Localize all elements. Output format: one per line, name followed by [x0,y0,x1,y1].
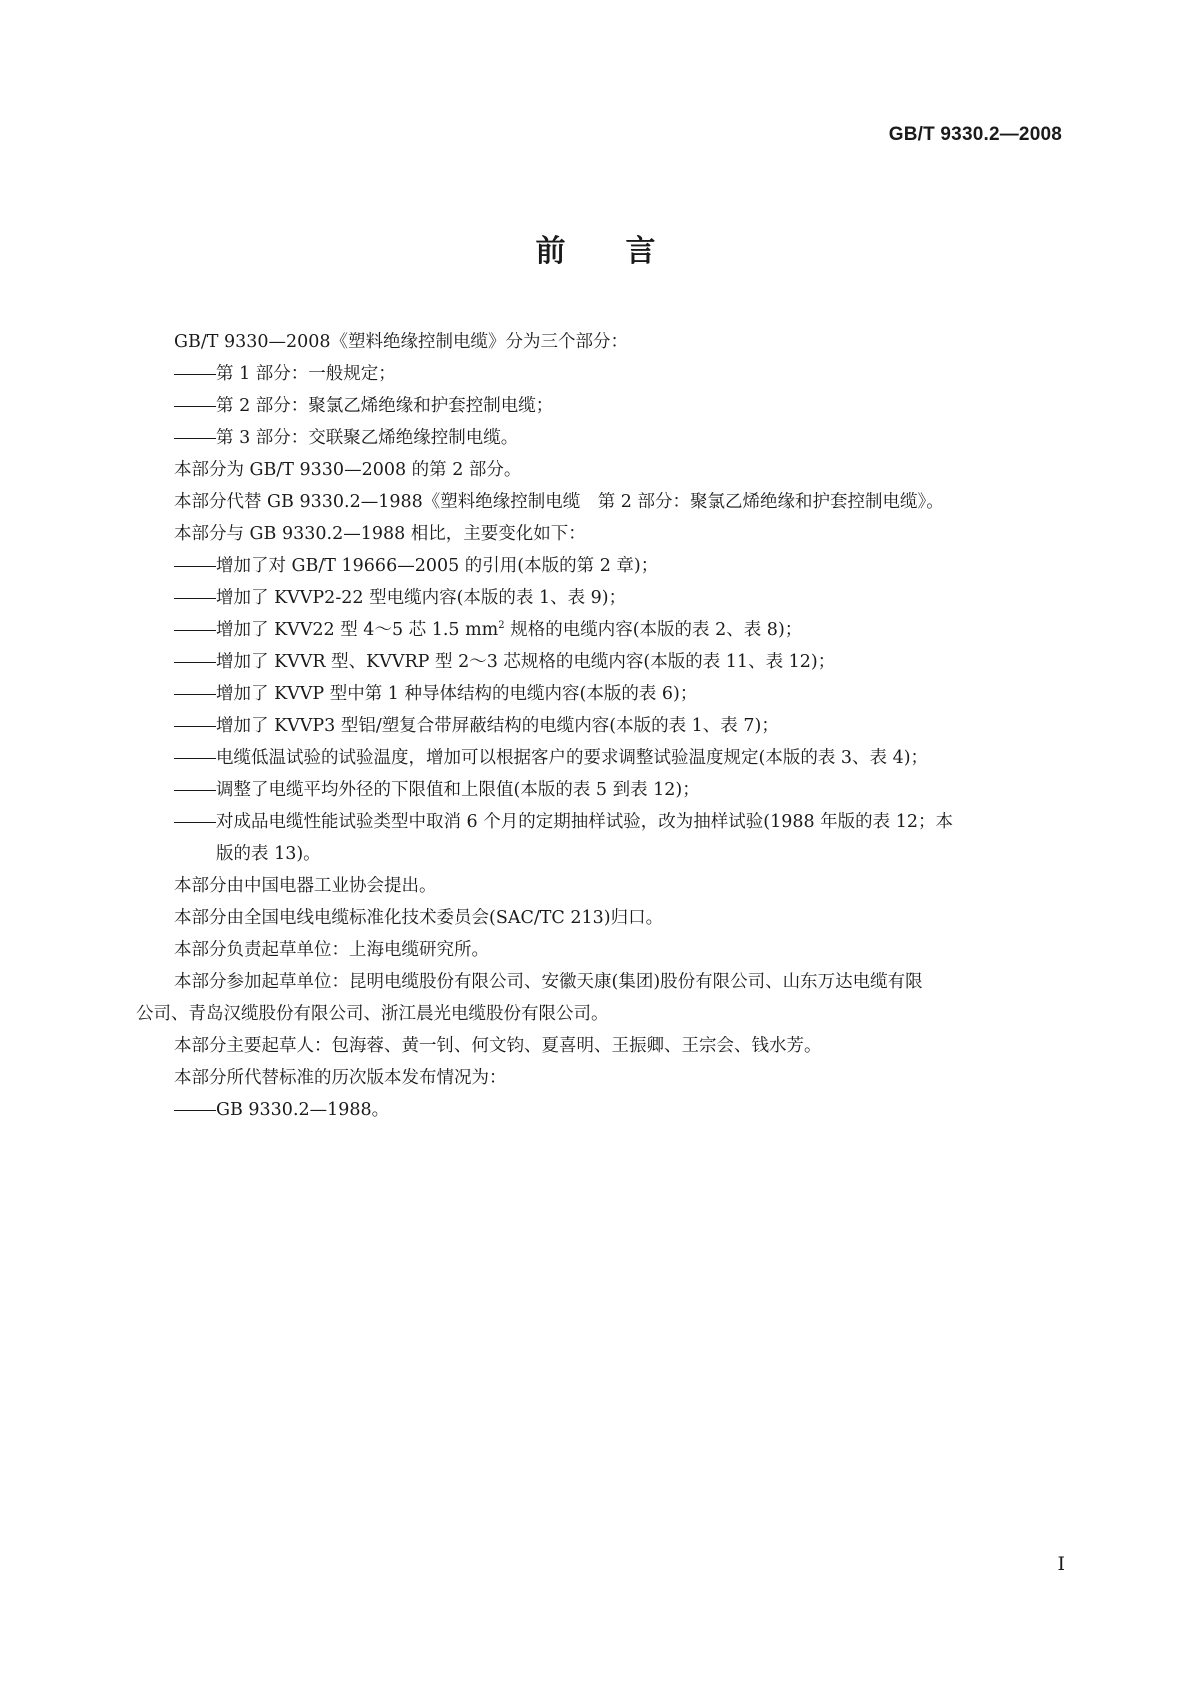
replaces-paragraph: 本部分代替 GB 9330.2—1988《塑料绝缘控制电缆 第 2 部分：聚氯乙烯绝缘和护套控制电缆》。 [174,492,944,512]
list-item: 增加了 KVVR 型、KVVRP 型 2～3 芯规格的电缆内容(本版的表 11、表 12)； [136,646,1060,678]
page-title: 前言 [535,234,716,269]
em-dash [174,598,216,599]
centralized-by-paragraph: 本部分由全国电线电缆标准化技术委员会(SAC/TC 213)归口。 [174,908,664,928]
changes-intro-paragraph: 本部分与 GB 9330.2—1988 相比，主要变化如下： [174,524,586,544]
intro-paragraph: GB/T 9330—2008《塑料绝缘控制电缆》分为三个部分： [174,332,629,352]
list-item: 第 2 部分：聚氯乙烯绝缘和护套控制电缆； [136,390,1060,422]
participating-units-continuation: 公司、青岛汉缆股份有限公司、浙江晨光电缆股份有限公司。 [136,1004,609,1024]
list-item: GB 9330.2—1988。 [136,1094,1060,1126]
em-dash [174,406,216,407]
list-item: 调整了电缆平均外径的下限值和上限值(本版的表 5 到表 12)； [136,774,1060,806]
em-dash [174,566,216,567]
list-item: 对成品电缆性能试验类型中取消 6 个月的定期抽样试验，改为抽样试验(1988 年版的表 12；本 [136,806,1060,838]
em-dash [174,822,216,823]
em-dash [174,1110,216,1111]
em-dash [174,630,216,631]
drafting-unit-paragraph: 本部分负责起草单位：上海电缆研究所。 [174,940,489,960]
participating-units-paragraph: 本部分参加起草单位：昆明电缆股份有限公司、安徽天康(集团)股份有限公司、山东万达电缆有限 [174,972,923,992]
this-part-paragraph: 本部分为 GB/T 9330—2008 的第 2 部分。 [174,460,522,480]
list-item: 增加了 KVV22 型 4～5 芯 1.5 $mm^2$ 规格的电缆内容(本版的表 2、表 8)； [136,614,1060,646]
history-intro-paragraph: 本部分所代替标准的历次版本发布情况为： [174,1068,507,1088]
em-dash [174,374,216,375]
em-dash [174,694,216,695]
em-dash [174,758,216,759]
list-item: 第 1 部分：一般规定； [136,358,1060,390]
em-dash [174,438,216,439]
em-dash [174,790,216,791]
em-dash [174,662,216,663]
foreword-body [136,326,1060,1126]
list-item: 增加了 KVVP2-22 型电缆内容(本版的表 1、表 9)； [136,582,1060,614]
page-number: I [1057,1553,1065,1575]
drafters-paragraph: 本部分主要起草人：包海蓉、黄一钊、何文钧、夏喜明、王振卿、王宗会、钱水芳。 [174,1036,822,1056]
list-item: 第 3 部分：交联聚乙烯绝缘控制电缆。 [136,422,1060,454]
em-dash [174,726,216,727]
list-item: 增加了对 GB/T 19666—2005 的引用(本版的第 2 章)； [136,550,1060,582]
list-item-continuation: 版的表 13)。 [216,844,321,864]
standard-number: GB/T 9330.2—2008 [888,124,1062,145]
list-item: 电缆低温试验的试验温度，增加可以根据客户的要求调整试验温度规定(本版的表 3、表 4)； [136,742,1060,774]
list-item: 增加了 KVVP 型中第 1 种导体结构的电缆内容(本版的表 6)； [136,678,1060,710]
proposed-by-paragraph: 本部分由中国电器工业协会提出。 [174,876,437,896]
list-item: 增加了 KVVP3 型铝/塑复合带屏蔽结构的电缆内容(本版的表 1、表 7)； [136,710,1060,742]
